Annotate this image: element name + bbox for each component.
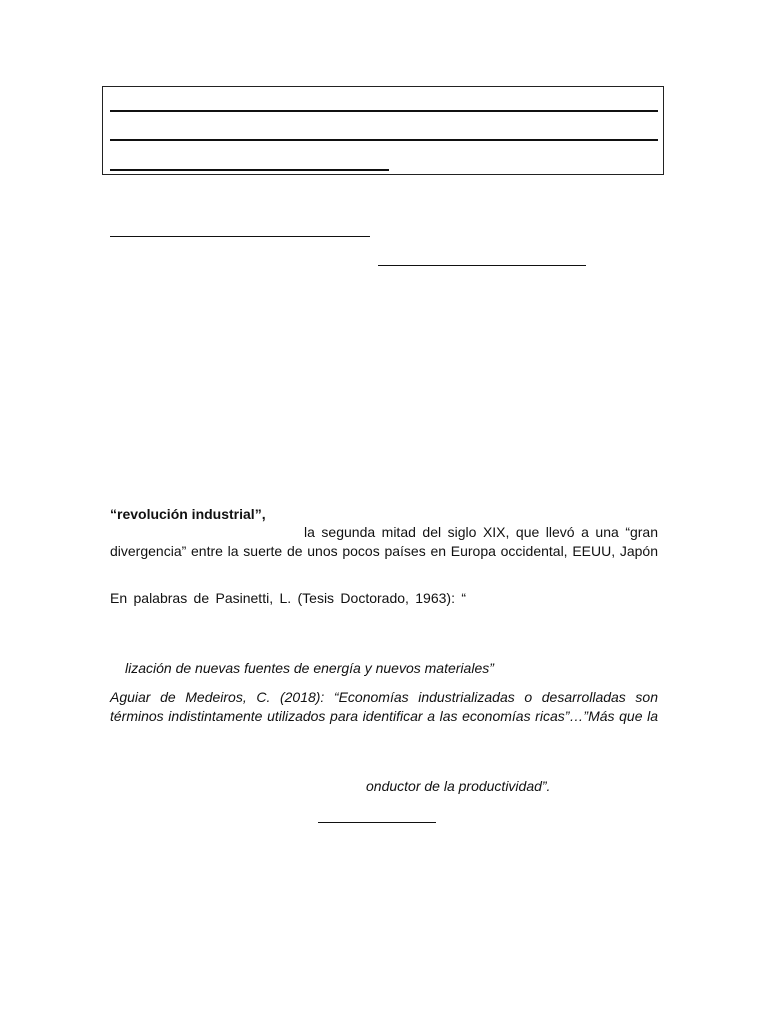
pasinetti-line: En palabras de Pasinetti, L. (Tesis Doctorado, 1963): “ [110,590,466,606]
title-rule-3 [110,169,389,171]
quote-fragment: lización de nuevas fuentes de energía y nuevos materiales” [125,660,494,676]
title-rule-2 [110,139,658,141]
line-siglo: la segunda mitad del siglo XIX, que llevó a una “gran [304,524,658,540]
title-box [102,86,664,175]
author-rule [110,236,370,237]
term-heading: “revolución industrial”, [110,506,266,522]
bottom-rule [318,822,436,823]
title-rule-1 [110,110,658,112]
aguiar-line-2: términos indistintamente utilizados para identificar a las economías ricas”…”Más que la [110,708,658,724]
aguiar-line-1: Aguiar de Medeiros, C. (2018): “Economías industrializadas o desarrolladas son [110,689,658,705]
conductor-fragment: onductor de la productividad”. [366,778,551,794]
subtitle-rule [378,265,586,266]
line-divergencia: divergencia” entre la suerte de unos pocos países en Europa occidental, EEUU, Japón [110,543,658,559]
